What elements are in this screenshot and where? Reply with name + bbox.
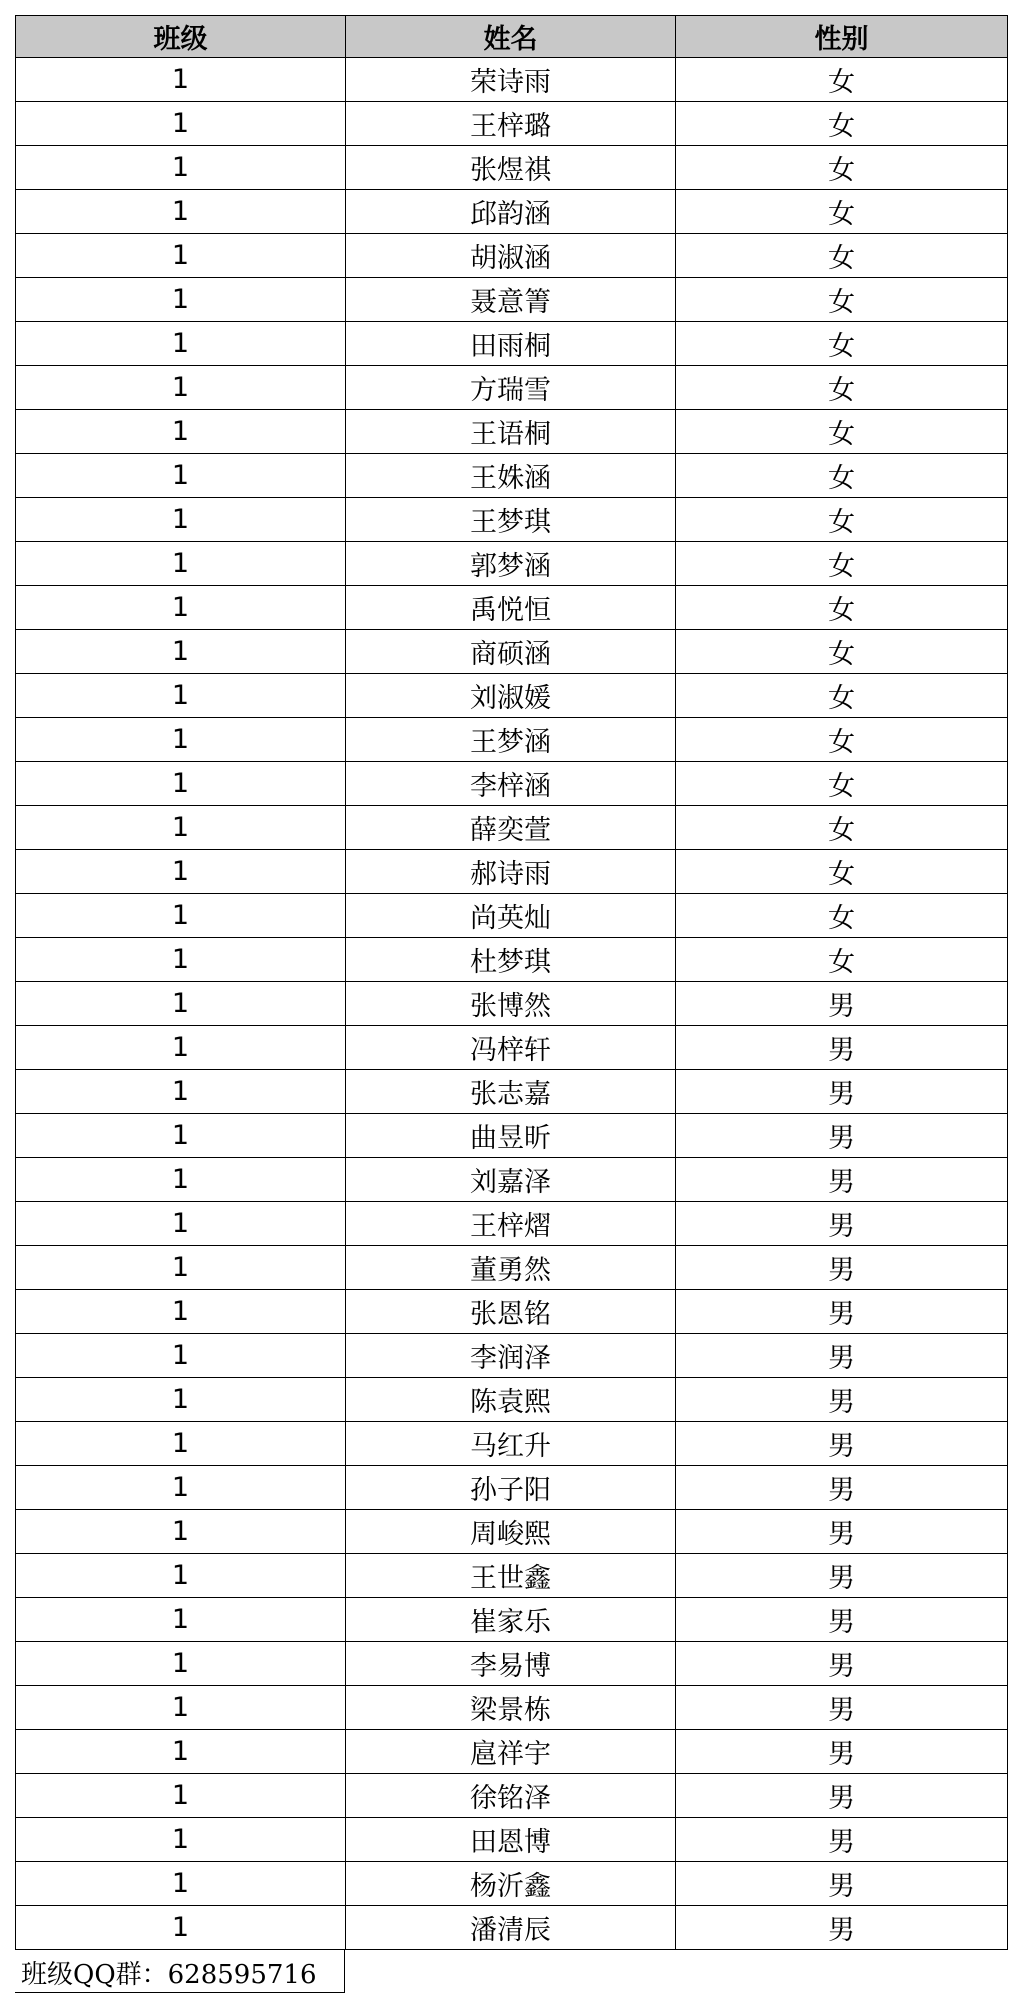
table-row [16,1246,1008,1290]
cell-gender: 男 [676,1378,1008,1422]
cell-class: 1 [16,58,346,102]
cell-gender: 男 [676,1422,1008,1466]
table-row [16,1070,1008,1114]
cell-class: 1 [16,1070,346,1114]
cell-gender: 男 [676,1114,1008,1158]
table-row [16,322,1008,366]
table-row [16,1686,1008,1730]
cell-gender: 女 [676,190,1008,234]
spreadsheet [15,15,1007,1994]
cell-gender: 女 [676,322,1008,366]
table-row [16,894,1008,938]
cell-name: 潘清辰 [346,1906,676,1950]
table-row [16,498,1008,542]
cell-class: 1 [16,1246,346,1290]
table-row [16,1202,1008,1246]
cell-class: 1 [16,234,346,278]
table-row [16,1378,1008,1422]
cell-class: 1 [16,366,346,410]
cell-gender: 男 [676,1730,1008,1774]
table-row [16,58,1008,102]
cell-class: 1 [16,762,346,806]
cell-gender: 男 [676,1642,1008,1686]
cell-class: 1 [16,1730,346,1774]
cell-gender: 女 [676,366,1008,410]
cell-class: 1 [16,674,346,718]
cell-gender: 女 [676,498,1008,542]
table-row [16,410,1008,454]
cell-gender: 男 [676,1158,1008,1202]
cell-name: 徐铭泽 [346,1774,676,1818]
cell-class: 1 [16,1598,346,1642]
class-roster-table [15,15,1008,1950]
cell-gender: 女 [676,630,1008,674]
cell-name: 杨沂鑫 [346,1862,676,1906]
cell-name: 禹悦恒 [346,586,676,630]
cell-gender: 男 [676,1510,1008,1554]
cell-class: 1 [16,1906,346,1950]
cell-name: 刘嘉泽 [346,1158,676,1202]
table-row [16,718,1008,762]
cell-name: 梁景栋 [346,1686,676,1730]
cell-class: 1 [16,1422,346,1466]
cell-class: 1 [16,278,346,322]
cell-class: 1 [16,630,346,674]
table-row [16,1466,1008,1510]
cell-name: 冯梓轩 [346,1026,676,1070]
cell-class: 1 [16,586,346,630]
cell-class: 1 [16,1158,346,1202]
cell-name: 王梦琪 [346,498,676,542]
cell-name: 郝诗雨 [346,850,676,894]
cell-class: 1 [16,498,346,542]
cell-gender: 男 [676,1466,1008,1510]
cell-gender: 女 [676,586,1008,630]
table-row [16,938,1008,982]
table-row [16,1906,1008,1950]
cell-class: 1 [16,806,346,850]
cell-class: 1 [16,542,346,586]
cell-gender: 女 [676,410,1008,454]
roster-body [16,58,1008,1950]
table-row [16,1422,1008,1466]
cell-class: 1 [16,938,346,982]
cell-class: 1 [16,1202,346,1246]
table-row [16,1862,1008,1906]
table-row [16,102,1008,146]
cell-name: 荣诗雨 [346,58,676,102]
table-row [16,1290,1008,1334]
cell-name: 崔家乐 [346,1598,676,1642]
table-row [16,1510,1008,1554]
cell-gender: 女 [676,674,1008,718]
table-row [16,454,1008,498]
table-row [16,850,1008,894]
cell-class: 1 [16,1510,346,1554]
cell-name: 邱韵涵 [346,190,676,234]
table-row [16,586,1008,630]
cell-gender: 女 [676,278,1008,322]
cell-name: 王世鑫 [346,1554,676,1598]
cell-name: 李润泽 [346,1334,676,1378]
cell-gender: 女 [676,542,1008,586]
table-row [16,542,1008,586]
cell-name: 张志嘉 [346,1070,676,1114]
cell-name: 孙子阳 [346,1466,676,1510]
cell-gender: 男 [676,1334,1008,1378]
cell-gender: 男 [676,1290,1008,1334]
table-row [16,630,1008,674]
cell-class: 1 [16,1114,346,1158]
cell-name: 聂意箐 [346,278,676,322]
table-row [16,1554,1008,1598]
cell-class: 1 [16,1862,346,1906]
qq-group-note: 班级QQ群：628595716 [21,1960,317,1990]
header-gender: 性别 [676,16,1008,58]
cell-class: 1 [16,454,346,498]
cell-gender: 男 [676,1598,1008,1642]
cell-class: 1 [16,1774,346,1818]
cell-class: 1 [16,1026,346,1070]
cell-gender: 女 [676,146,1008,190]
footer-row [15,1950,1007,1994]
cell-name: 曲昱昕 [346,1114,676,1158]
cell-gender: 男 [676,1862,1008,1906]
cell-name: 张博然 [346,982,676,1026]
cell-name: 张煜祺 [346,146,676,190]
cell-name: 商硕涵 [346,630,676,674]
cell-gender: 女 [676,762,1008,806]
table-row [16,190,1008,234]
cell-class: 1 [16,1686,346,1730]
header-name: 姓名 [346,16,676,58]
cell-gender: 男 [676,982,1008,1026]
table-row [16,674,1008,718]
cell-class: 1 [16,1334,346,1378]
cell-gender: 男 [676,1070,1008,1114]
cell-name: 胡淑涵 [346,234,676,278]
table-row [16,1818,1008,1862]
table-row [16,1114,1008,1158]
cell-name: 王语桐 [346,410,676,454]
cell-gender: 男 [676,1202,1008,1246]
cell-gender: 女 [676,894,1008,938]
cell-gender: 女 [676,234,1008,278]
cell-name: 王梓熠 [346,1202,676,1246]
header-row [16,16,1008,58]
header-class: 班级 [16,16,346,58]
cell-name: 刘淑媛 [346,674,676,718]
table-row [16,1334,1008,1378]
cell-class: 1 [16,894,346,938]
cell-gender: 女 [676,58,1008,102]
table-row [16,234,1008,278]
cell-gender: 女 [676,850,1008,894]
cell-name: 薛奕萱 [346,806,676,850]
cell-class: 1 [16,982,346,1026]
cell-class: 1 [16,1554,346,1598]
cell-class: 1 [16,1642,346,1686]
cell-gender: 女 [676,454,1008,498]
cell-name: 田恩博 [346,1818,676,1862]
table-row [16,1158,1008,1202]
cell-class: 1 [16,1466,346,1510]
cell-class: 1 [16,322,346,366]
cell-name: 王梦涵 [346,718,676,762]
cell-class: 1 [16,190,346,234]
cell-gender: 男 [676,1554,1008,1598]
cell-name: 方瑞雪 [346,366,676,410]
table-row [16,278,1008,322]
table-row [16,1026,1008,1070]
cell-name: 扈祥宇 [346,1730,676,1774]
cell-gender: 男 [676,1906,1008,1950]
cell-name: 杜梦琪 [346,938,676,982]
table-row [16,982,1008,1026]
cell-name: 周峻熙 [346,1510,676,1554]
footer-cell [15,1950,345,1993]
cell-class: 1 [16,1818,346,1862]
cell-name: 郭梦涵 [346,542,676,586]
cell-gender: 男 [676,1246,1008,1290]
cell-name: 张恩铭 [346,1290,676,1334]
cell-name: 尚英灿 [346,894,676,938]
cell-gender: 女 [676,718,1008,762]
cell-name: 李梓涵 [346,762,676,806]
cell-class: 1 [16,718,346,762]
cell-class: 1 [16,410,346,454]
cell-gender: 男 [676,1686,1008,1730]
cell-name: 田雨桐 [346,322,676,366]
cell-name: 陈袁熙 [346,1378,676,1422]
cell-class: 1 [16,146,346,190]
cell-name: 马红升 [346,1422,676,1466]
table-row [16,1598,1008,1642]
cell-gender: 男 [676,1818,1008,1862]
cell-gender: 女 [676,102,1008,146]
cell-name: 王梓璐 [346,102,676,146]
table-row [16,146,1008,190]
table-row [16,1774,1008,1818]
cell-gender: 男 [676,1026,1008,1070]
cell-name: 李易博 [346,1642,676,1686]
cell-class: 1 [16,102,346,146]
cell-gender: 女 [676,806,1008,850]
table-row [16,1642,1008,1686]
table-row [16,366,1008,410]
cell-gender: 男 [676,1774,1008,1818]
cell-class: 1 [16,850,346,894]
table-row [16,1730,1008,1774]
table-row [16,806,1008,850]
cell-class: 1 [16,1378,346,1422]
table-row [16,762,1008,806]
cell-name: 董勇然 [346,1246,676,1290]
cell-gender: 女 [676,938,1008,982]
cell-class: 1 [16,1290,346,1334]
cell-name: 王姝涵 [346,454,676,498]
